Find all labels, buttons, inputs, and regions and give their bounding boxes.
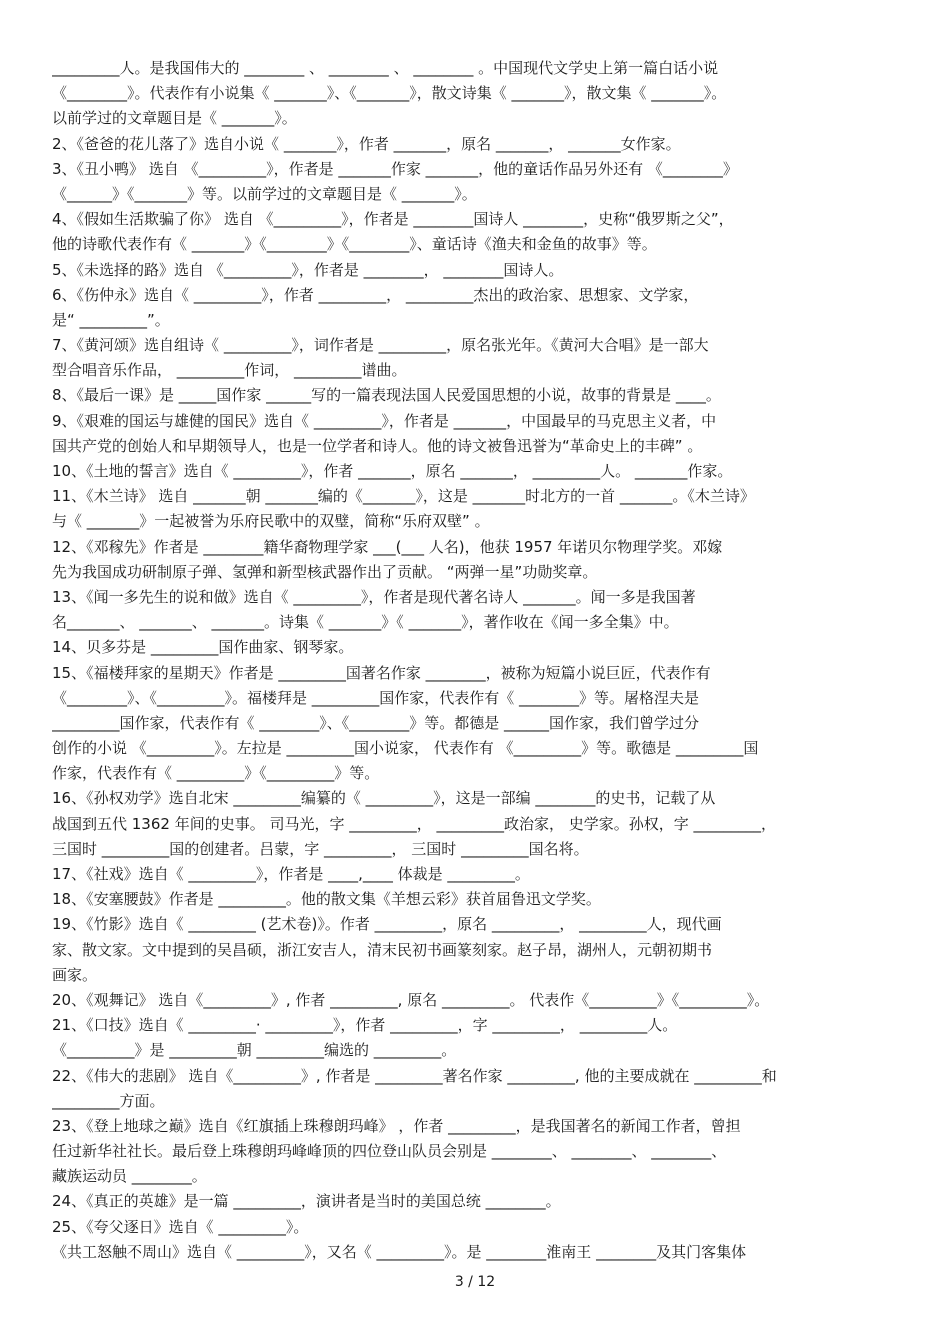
- text-line: 13、《闻一多先生的说和做》选自《 _________》，作者是现代著名诗人 _______。闻一多是我国著: [52, 587, 696, 606]
- text-line: 型合唱音乐作品， _________作词， _________谱曲。: [52, 361, 407, 380]
- page-body: [52, 56, 900, 1265]
- text-line: 24、《真正的英雄》是一篇 _________，演讲者是当时的美国总统 ________。: [52, 1192, 561, 1211]
- text-line: 8、《最后一课》是 _____国作家 ______写的一篇表现法国人民爱国思想的小说，故事的背景是 ____。: [52, 386, 721, 405]
- text-line: 5、《未选择的路》选自 《_________》，作者是 ________， ________国诗人。: [52, 260, 564, 279]
- text-line: _________方面。: [52, 1091, 165, 1110]
- text-line: 三国时 _________国的创建者。吕蒙，字 _________， 三国时 _________国名将。: [52, 839, 589, 858]
- text-line: 以前学过的文章题目是《 _______》。: [52, 109, 297, 128]
- page-number: 3 / 12: [454, 1274, 496, 1290]
- text-line: 22、《伟大的悲剧》 选自《_________》, 作者是 _________著名作家 _________, 他的主要成就在 _________和: [52, 1066, 777, 1085]
- text-line: 任过新华社社长。最后登上珠穆朗玛峰峰顶的四位登山队员会别是 ________、 ________、 ________、: [52, 1142, 727, 1161]
- text-line: 先为我国成功研制原子弹、氢弹和新型核武器作出了贡献。 “两弹一星”功勋奖章。: [52, 562, 598, 581]
- text-line: 19、《竹影》选自《 _________ (艺术卷)》。作者 _________，原名 _________， _________人，现代画: [52, 915, 722, 934]
- text-line: 作家，代表作有《 _________》《_________》等。: [52, 764, 380, 783]
- text-line: 画家。: [52, 965, 98, 984]
- text-line: 4、《假如生活欺骗了你》 选自 《_________》，作者是 ________国诗人 ________，史称“俄罗斯之父”，: [52, 210, 734, 229]
- text-line: 3、《丑小鸭》 选自 《_________》，作者是 _______作家 _______，他的童话作品另外还有 《________》: [52, 159, 738, 178]
- text-line: 20、《观舞记》 选自《_________》, 作者 _________, 原名 _________。 代表作《_________》《_________》。: [52, 990, 770, 1009]
- text-line: 15、《福楼拜家的星期天》作者是 _________国著名作家 ________，被称为短篇小说巨匠，代表作有: [52, 663, 711, 682]
- text-line: 14、贝多芬是 _________国作曲家、钢琴家。: [52, 638, 354, 657]
- text-line: 藏族运动员 ________。: [52, 1167, 207, 1186]
- text-line: 他的诗歌代表作有《 _______》《________》《________》、童话诗《渔夫和金鱼的故事》等。: [52, 235, 657, 254]
- text-line: 《_________》是 _________朝 _________编选的 _________。: [52, 1041, 457, 1060]
- text-line: 10、《土地的誓言》选自《 _________》，作者 _______，原名 _______， _________人。 _______作家。: [52, 462, 733, 480]
- text-line: 创作的小说 《_________》。左拉是 _________国小说家， 代表作有 《_________》等。歌德是 _________国: [52, 739, 759, 758]
- text-line: 6、《伤仲永》选自《 _________》，作者 _________， _________杰出的政治家、思想家、文学家，: [52, 285, 699, 304]
- text-line: 2、《爸爸的花儿落了》选自小说《 _______》，作者 _______，原名 _______， _______女作家。: [52, 134, 681, 153]
- text-line: 11、《木兰诗》 选自 _______朝 _______编的《_______》，这是 _______时北方的一首 _______。《木兰诗》: [52, 487, 755, 506]
- text-line: 9、《艰难的国运与雄健的国民》选自《 _________》，作者是 _______，中国最早的马克思主义者，中: [52, 411, 717, 430]
- text-line: _________国作家，代表作有《 ________》、《________》等。都德是 ______国作家，我们曾学过分: [52, 713, 700, 732]
- text-line: 12、《邓稼先》作者是 ________籍华裔物理学家 ___(___ 人名)，他获 1957 年诺贝尔物理学奖。邓嫁: [52, 537, 723, 556]
- text-line: 25、《夸父逐日》选自《 _________》。: [52, 1217, 309, 1236]
- text-line: 16、《孙权劝学》选自北宋 _________编纂的《 _________》，这是一部编 ________的史书，记载了从: [52, 789, 716, 808]
- text-line: 21、《口技》选自《 _________· _________》，作者 _________，字 _________， _________人。: [52, 1016, 678, 1035]
- text-line: 与《 _______》一起被誉为乐府民歌中的双璧，简称“乐府双壁” 。: [52, 512, 490, 531]
- text-line: 《________》。代表作有小说集《 _______》、《_______》，散文诗集《 _______》，散文集《 _______》。: [52, 84, 727, 103]
- text-line: 《______》《_______》等。以前学过的文章题目是《 _______》。: [52, 184, 477, 203]
- text-line: 《________》、《_________》。福楼拜是 _________国作家，代表作有《 ________》等。屠格涅夫是: [52, 688, 700, 707]
- text-line: 23、《登上地球之巅》选自《红旗插上珠穆朗玛峰》 ，作者 _________，是我国著名的新闻工作者，曾担: [52, 1116, 741, 1135]
- text-line: 《共工怒触不周山》选自《 _________》，又名《 _________》。是 ________淮南王 ________及其门客集体: [52, 1242, 747, 1261]
- text-line: 战国到五代 1362 年间的史事。 司马光，字 _________， _________政治家， 史学家。孙权，字 _________，: [52, 814, 777, 833]
- text-line: 17、《社戏》选自《 _________》，作者是 ____,____ 体裁是 _________。: [52, 865, 530, 883]
- text-line: 国共产党的创始人和早期领导人，也是一位学者和诗人。他的诗文被鲁迅誉为“革命史上的丰碑” 。: [52, 436, 703, 455]
- text-line: 18、《安塞腰鼓》作者是 _________。他的散文集《羊想云彩》获首届鲁迅文学奖。: [52, 890, 601, 909]
- text-line: 家、散文家。文中提到的吴昌硕，浙江安吉人，清末民初书画篆刻家。赵子昂，湖州人，元朝初期书: [52, 940, 713, 959]
- text-line: 名_______、 _______、 _______。诗集《 _______》《 _______》，著作收在《闻一多全集》中。: [52, 613, 679, 632]
- text-line: 7、《黄河颂》选自组诗《 _________》，词作者是 _________，原名张光年。《黄河大合唱》是一部大: [52, 336, 709, 355]
- text-line: 是“ _________”。: [52, 310, 170, 329]
- text-line: _________人。是我国伟大的 ________ 、 ________ 、 ________ 。中国现代文学史上第一篇白话小说: [52, 59, 719, 77]
